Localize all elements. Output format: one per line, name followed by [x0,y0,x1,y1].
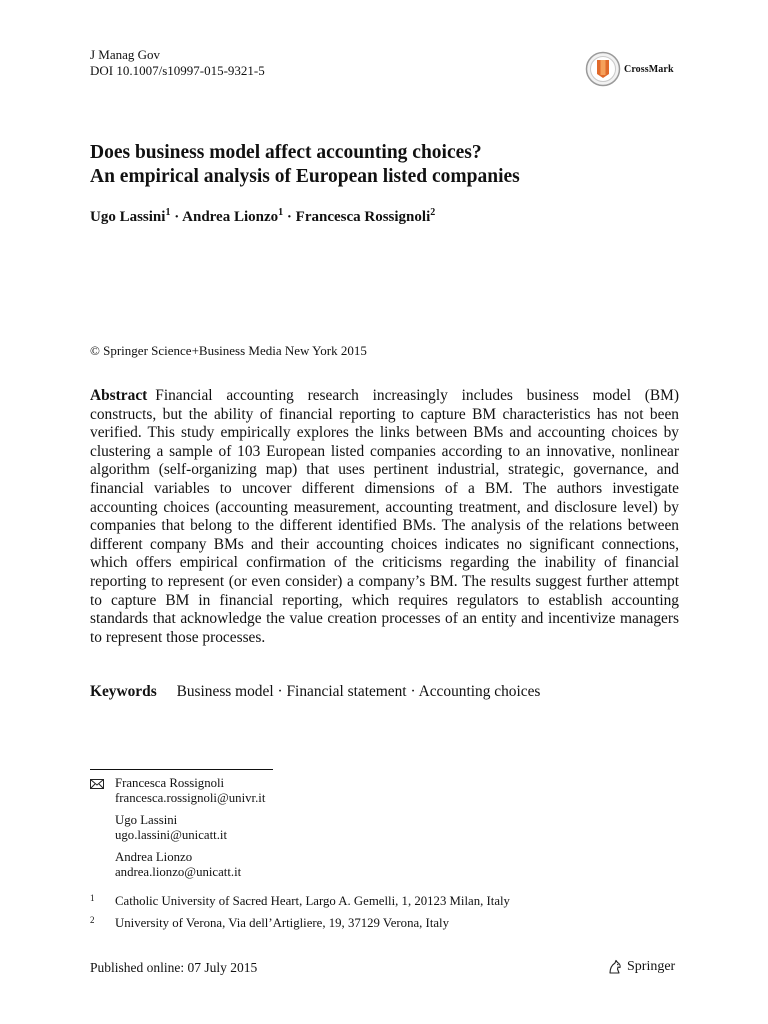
author-affiliation-marker: 1 [278,207,284,218]
author-name[interactable]: Ugo Lassini [90,209,166,225]
keyword: Accounting choices [418,683,541,700]
affiliation-list [90,894,510,938]
contact-name: Ugo Lassini [115,812,178,827]
author-separator: · [174,209,180,225]
contact-email[interactable]: andrea.lionzo@unicatt.it [115,865,242,880]
keyword-separator: · [277,683,283,700]
abstract [90,387,679,647]
affiliation-text: University of Verona, Via dell’Artigliere, 19, 37129 Verona, Italy [115,916,450,930]
affiliation-number: 1 [90,893,95,903]
keywords [90,683,540,701]
contact-email[interactable]: francesca.rossignoli@univr.it [115,791,266,806]
title-line-1: Does business model affect accounting choices? [90,142,482,163]
journal-header [90,47,265,79]
author-name[interactable]: Andrea Lionzo [182,209,279,225]
title-line-2: An empirical analysis of European listed companies [90,166,520,187]
keyword: Financial statement [286,683,407,700]
paper-title [90,141,690,189]
keywords-label: Keywords [90,683,157,700]
crossmark-badge[interactable] [585,51,674,87]
contact-entry [90,776,265,807]
author-affiliation-marker: 2 [430,207,436,218]
mail-icon [90,779,104,789]
published-date: Published online: 07 July 2015 [90,960,258,975]
crossmark-label: CrossMark [624,63,674,75]
contact-entry [90,850,265,881]
abstract-text: Financial accounting research increasingly includes business model (BM) constructs, but the ability of financial reporting to capture BM characteristics has not been verified. This study empirically explores the links between BMs and accounting choices by clustering a sample of 103 European listed companies according to an innovative, nonlinear algorithm (self-organizing map) that uses pertinent industrial, strategic, governance, and financial variables to uncover different dimensions of a BM. The authors investigate accounting choices (accounting measurement, accounting treatment, and disclosure level) by companies that belong to the different identified BMs. The analysis of the relations between different company BMs and their accounting choices indicates no significant connections, which offers empirical confirmation of the criticisms regarding the inability of financial reporting to represent (or even consider) a company’s BM. The results suggest further attempt to capture BM in financial reporting, which requires regulators to establish accounting standards that acknowledge the value creation processes of an entity and incentivize managers to represent those processes. [90,387,679,646]
keyword: Business model [176,683,274,700]
keyword-separator: · [410,683,416,700]
footnote-divider [90,769,273,770]
publisher-logo [607,959,675,975]
abstract-label: Abstract [90,387,148,404]
author-affiliation-marker: 1 [165,207,171,218]
contact-name: Francesca Rossignoli [115,776,225,790]
publisher-name: Springer [627,959,676,974]
contact-list [90,776,265,886]
author-separator: · [286,209,292,225]
author-list [90,207,435,226]
contact-entry [90,813,265,844]
crossmark-icon [585,51,621,87]
doi: DOI 10.1007/s10997-015-9321-5 [90,63,265,78]
copyright-notice: © Springer Science+Business Media New York 2015 [90,343,367,358]
affiliation-number: 2 [90,915,95,925]
contact-email[interactable]: ugo.lassini@unicatt.it [115,828,228,843]
author-name[interactable]: Francesca Rossignoli [295,209,431,225]
affiliation-item [90,916,510,931]
contact-name: Andrea Lionzo [115,849,193,864]
affiliation-item [90,894,510,909]
journal-name: J Manag Gov [90,47,161,62]
springer-horse-icon [607,959,623,975]
affiliation-text: Catholic University of Sacred Heart, Largo A. Gemelli, 1, 20123 Milan, Italy [115,894,510,908]
